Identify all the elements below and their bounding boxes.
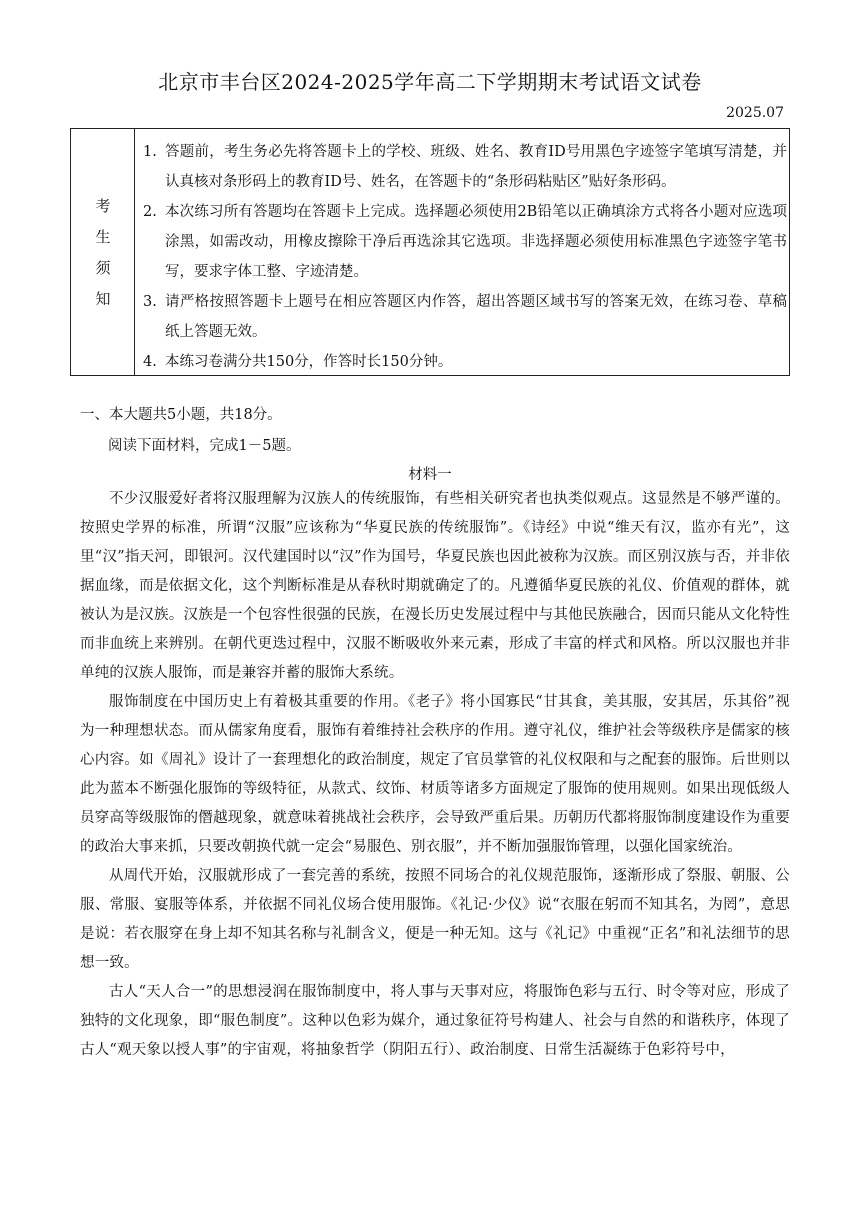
rule-number: 4.: [143, 354, 157, 370]
section-heading: 一、本大题共5小题，共18分。: [80, 407, 282, 423]
notice-label-char: 考: [95, 197, 111, 215]
exam-title: 北京市丰台区2024-2025学年高二下学期期末考试语文试卷: [158, 70, 702, 94]
notice-rule: [143, 287, 787, 347]
rule-number: 1.: [143, 144, 157, 160]
notice-rule: [143, 347, 787, 377]
rule-text: 本次练习所有答题均在答题卡上完成。选择题必须使用2B铅笔以正确填涂方式将各小题对应选项涂黑，如需改动，用橡皮擦除干净后再选涂其它选项。非选择题必须使用标准黑色字迹签字笔书写，要求字体工整、字迹清楚。: [165, 204, 787, 280]
rule-text: 答题前，考生务必先将答题卡上的学校、班级、姓名、教育ID号用黑色字迹签字笔填写清楚，并认真核对条形码上的教育ID号、姓名，在答题卡的“条形码粘贴区”贴好条形码。: [165, 144, 787, 190]
rule-text: 本练习卷满分共150分，作答时长150分钟。: [165, 354, 453, 370]
notice-rule: [143, 137, 787, 197]
notice-label-char: 须: [95, 259, 111, 277]
notice-rule: [143, 197, 787, 287]
notice-rules-list: [143, 137, 787, 377]
material-body: [80, 485, 790, 1065]
material-paragraph: 古人“天人合一”的思想浸润在服饰制度中，将人事与天事对应，将服饰色彩与五行、时令等对应，形成了独特的文化现象，即“服色制度”。这种以色彩为媒介，通过象征符号构建人、社会与自然的和谐秩序，体现了古人“观天象以授人事”的宇宙观，将抽象哲学（阴阳五行）、政治制度、日常生活凝练于色彩符号中，: [80, 984, 790, 1058]
material-paragraph: 服饰制度在中国历史上有着极其重要的作用。《老子》将小国寡民“甘其食，美其服，安其居，乐其俗”视为一种理想状态。而从儒家角度看，服饰有着维持社会秩序的作用。遵守礼仪，维护社会等级秩序是儒家的核心内容。如《周礼》设计了一套理想化的政治制度，规定了官员掌管的礼仪权限和与之配套的服饰。后世则以此为蓝本不断强化服饰的等级特征，从款式、纹饰、材质等诸多方面规定了服饰的使用规则。如果出现低级人员穿高等级服饰的僭越现象，就意味着挑战社会秩序，会导致严重后果。历朝历代都将服饰制度建设作为重要的政治大事来抓，只要改朝换代就一定会“易服色、别衣服”，并不断加强服饰管理，以强化国家统治。: [80, 694, 790, 855]
material-title: 材料一: [408, 467, 452, 483]
material-paragraph: 不少汉服爱好者将汉服理解为汉族人的传统服饰，有些相关研究者也执类似观点。这显然是不够严谨的。按照史学界的标准，所谓“汉服”应该称为“华夏民族的传统服饰”。《诗经》中说“维天有汉，监亦有光”，这里“汉”指天河，即银河。汉代建国时以“汉”作为国号，华夏民族也因此被称为汉族。而区别汉族与否，并非依据血缘，而是依据文化，这个判断标准是从春秋时期就确定了的。凡遵循华夏民族的礼仪、价值观的群体，就被认为是汉族。汉族是一个包容性很强的民族，在漫长历史发展过程中与其他民族融合，因而只能从文化特性而非血统上来辨别。在朝代更迭过程中，汉服不断吸收外来元素，形成了丰富的样式和风格。所以汉服也并非单纯的汉族人服饰，而是兼容并蓄的服饰大系统。: [80, 491, 790, 681]
exam-date: 2025.07: [726, 105, 784, 121]
rule-number: 2.: [143, 204, 157, 220]
rule-text: 请严格按照答题卡上题号在相应答题区内作答，超出答题区域书写的答案无效，在练习卷、草稿纸上答题无效。: [165, 294, 787, 340]
reading-instruction: 阅读下面材料，完成1－5题。: [108, 438, 301, 454]
rule-number: 3.: [143, 294, 157, 310]
notice-label-char: 知: [95, 290, 111, 308]
material-paragraph: 从周代开始，汉服就形成了一套完善的系统，按照不同场合的礼仪规范服饰，逐渐形成了祭服、朝服、公服、常服、宴服等体系，并依据不同礼仪场合使用服饰。《礼记·少仪》说“衣服在躬而不知其名，为罔”，意思是说：若衣服穿在身上却不知其名称与礼制含义，便是一种无知。这与《礼记》中重视“正名”和礼法细节的思想一致。: [80, 868, 790, 971]
notice-label-char: 生: [95, 228, 111, 246]
notice-label-column: [71, 129, 135, 375]
candidate-notice-box: [70, 128, 790, 376]
